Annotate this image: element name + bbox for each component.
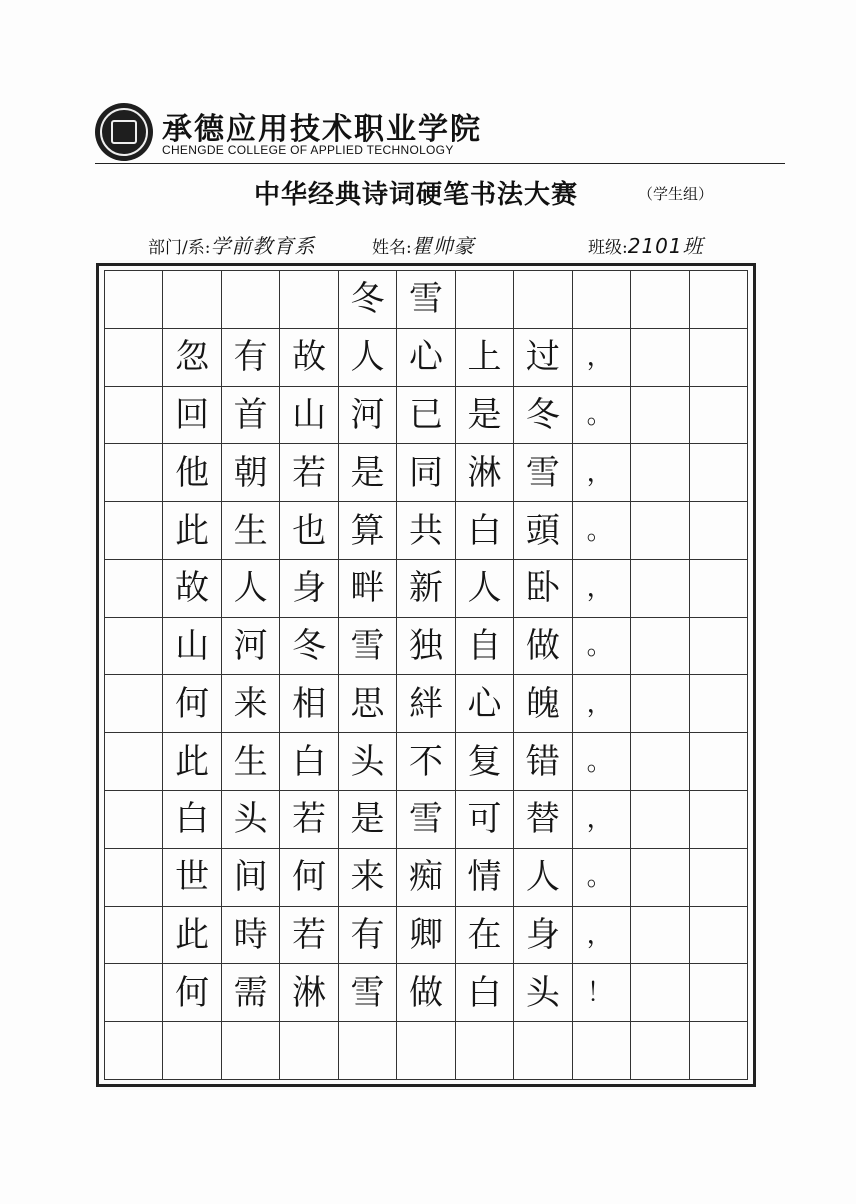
grid-cell-char: 来 [339,849,397,907]
grid-cell [163,1022,221,1080]
grid-cell [105,271,163,329]
grid-cell-char: 若 [280,907,338,965]
grid-cell-char: 。 [573,387,631,445]
grid-cell-char: 生 [222,502,280,560]
grid-cell [690,560,748,618]
grid-cell-char: 错 [514,733,572,791]
grid-cell [690,444,748,502]
grid-cell-char: 何 [280,849,338,907]
grid-cell-char: 他 [163,444,221,502]
grid-cell [690,271,748,329]
grid-cell [222,1022,280,1080]
grid-cell [105,1022,163,1080]
grid-cell [105,791,163,849]
grid-cell [105,964,163,1022]
grid-cell-char: 是 [456,387,514,445]
grid-cell [690,675,748,733]
grid-cell-char: 做 [397,964,455,1022]
grid-cell [105,733,163,791]
grid-cell-char: 是 [339,791,397,849]
grid-cell-char: 淋 [280,964,338,1022]
grid-cell-char: 已 [397,387,455,445]
grid-cell-char: 時 [222,907,280,965]
grid-cell [573,271,631,329]
grid-cell [397,1022,455,1080]
grid-cell-char: 有 [339,907,397,965]
grid-cell-char: 若 [280,444,338,502]
grid-cell-char: 心 [397,329,455,387]
grid-cell-char: 过 [514,329,572,387]
grid-cell-char: 河 [339,387,397,445]
grid-cell-char: 白 [456,502,514,560]
grid-cell-char: 思 [339,675,397,733]
grid-cell-char: 白 [280,733,338,791]
grid-cell-char: 痴 [397,849,455,907]
grid-cell-char: 此 [163,733,221,791]
grid-cell-char: 头 [514,964,572,1022]
grid-cell [690,849,748,907]
grid-cell [690,733,748,791]
grid-cell [690,502,748,560]
grid-cell-char: 身 [280,560,338,618]
grid-cell-char: 新 [397,560,455,618]
grid-cell-char: 山 [280,387,338,445]
grid-cell [690,907,748,965]
grid-cell-char: ！ [573,964,631,1022]
grid-cell-char: ， [573,791,631,849]
class-field [588,230,704,259]
dept-value: 学前教育系 [210,234,316,258]
grid-cell-char: 头 [222,791,280,849]
grid-cell [631,271,689,329]
name-value: 瞿帅豪 [411,234,475,258]
grid-cell [631,560,689,618]
grid-cell-char: 头 [339,733,397,791]
class-value: 2101班 [627,234,704,258]
grid-cell-char: 自 [456,618,514,676]
grid-cell-char: 忽 [163,329,221,387]
grid-cell [105,444,163,502]
grid-cell-char: 是 [339,444,397,502]
grid-cell-char: ， [573,560,631,618]
grid-cell [631,907,689,965]
grid-cell-char: 河 [222,618,280,676]
grid-cell-char: 不 [397,733,455,791]
grid-cell-char: ， [573,675,631,733]
school-name-en: CHENGDE COLLEGE OF APPLIED TECHNOLOGY [162,143,454,157]
grid-cell-char: 复 [456,733,514,791]
grid-cell-char: 。 [573,849,631,907]
grid-cell-char: 何 [163,964,221,1022]
grid-cell-char: 冬 [514,387,572,445]
grid-cell [631,964,689,1022]
grid-cell [631,329,689,387]
grid-cell [105,560,163,618]
grid-cell-char: 。 [573,502,631,560]
grid-cell-char: 人 [339,329,397,387]
grid-cell-char: 冬 [280,618,338,676]
grid-cell-char: 若 [280,791,338,849]
grid-cell [105,502,163,560]
grid-cell [105,618,163,676]
grid-cell [105,329,163,387]
grid-cell-char: 雪 [397,791,455,849]
grid-cell [690,329,748,387]
grid-cell-char: 故 [163,560,221,618]
grid-cell-char: 此 [163,502,221,560]
grid-cell-char: 身 [514,907,572,965]
header-divider [95,163,785,164]
grid-cell-char: 算 [339,502,397,560]
grid-cell-char: 需 [222,964,280,1022]
grid-cell-char: 。 [573,733,631,791]
grid-cell-char: 卿 [397,907,455,965]
grid-cell-char: 冬 [339,271,397,329]
contest-group: （学生组） [638,185,714,203]
grid-cell [163,271,221,329]
dept-field [148,230,315,259]
grid-cell-char: 生 [222,733,280,791]
college-logo [95,103,153,161]
grid-cell [690,618,748,676]
grid-cell [690,791,748,849]
grid-cell [280,271,338,329]
grid-cell [631,849,689,907]
grid-cell [631,444,689,502]
grid-cell-char: 淋 [456,444,514,502]
grid-cell [690,387,748,445]
grid-cell-char: 心 [456,675,514,733]
grid-cell [631,733,689,791]
grid-cell-char: ， [573,329,631,387]
grid-cell [631,791,689,849]
grid-cell [105,849,163,907]
grid-cell [631,675,689,733]
grid-cell-char: 也 [280,502,338,560]
grid-cell-char: 上 [456,329,514,387]
grid-cell-char: 共 [397,502,455,560]
grid-cell-char: ， [573,444,631,502]
grid-cell [280,1022,338,1080]
grid-cell-char: 雪 [339,964,397,1022]
grid-cell-char: 白 [456,964,514,1022]
grid-cell [690,964,748,1022]
grid-cell-char: 雪 [339,618,397,676]
grid-cell-char: 来 [222,675,280,733]
grid-cell [631,618,689,676]
grid-cell [631,1022,689,1080]
grid-cell [631,387,689,445]
grid-cell-char: 独 [397,618,455,676]
grid-cell [339,1022,397,1080]
grid-cell [456,271,514,329]
grid-cell-char: 有 [222,329,280,387]
grid-cell-char: 首 [222,387,280,445]
writing-grid [104,270,748,1080]
grid-cell-char: 雪 [397,271,455,329]
grid-cell [690,1022,748,1080]
grid-cell [631,502,689,560]
grid-cell [105,907,163,965]
grid-cell-char: 情 [456,849,514,907]
grid-cell-char: 故 [280,329,338,387]
grid-cell-char: 做 [514,618,572,676]
grid-cell-char: 卧 [514,560,572,618]
grid-cell-char: 同 [397,444,455,502]
grid-cell [105,387,163,445]
dept-label: 部门/系: [148,238,211,258]
school-name-cn: 承德应用技术职业学院 [162,112,482,147]
grid-cell [222,271,280,329]
grid-cell [456,1022,514,1080]
grid-cell-char: 白 [163,791,221,849]
grid-cell-char: 畔 [339,560,397,618]
grid-cell-char: 相 [280,675,338,733]
grid-cell-char: 朝 [222,444,280,502]
grid-cell-char: 山 [163,618,221,676]
grid-cell-char: 頭 [514,502,572,560]
grid-cell [573,1022,631,1080]
grid-cell-char: 可 [456,791,514,849]
grid-cell-char: 在 [456,907,514,965]
grid-cell-char: 世 [163,849,221,907]
grid-cell-char: 絆 [397,675,455,733]
grid-cell-char: ， [573,907,631,965]
grid-cell-char: 。 [573,618,631,676]
grid-cell-char: 回 [163,387,221,445]
grid-cell-char: 人 [514,849,572,907]
grid-cell [105,675,163,733]
contest-title: 中华经典诗词硬笔书法大赛 [254,180,579,210]
grid-cell-char: 人 [456,560,514,618]
grid-cell-char: 间 [222,849,280,907]
grid-cell-char: 魄 [514,675,572,733]
grid-cell [514,1022,572,1080]
grid-cell-char: 人 [222,560,280,618]
grid-cell-char: 何 [163,675,221,733]
name-field [372,230,475,259]
grid-cell [514,271,572,329]
grid-cell-char: 雪 [514,444,572,502]
grid-cell-char: 此 [163,907,221,965]
name-label: 姓名: [372,238,412,258]
grid-cell-char: 替 [514,791,572,849]
class-label: 班级: [588,238,628,258]
